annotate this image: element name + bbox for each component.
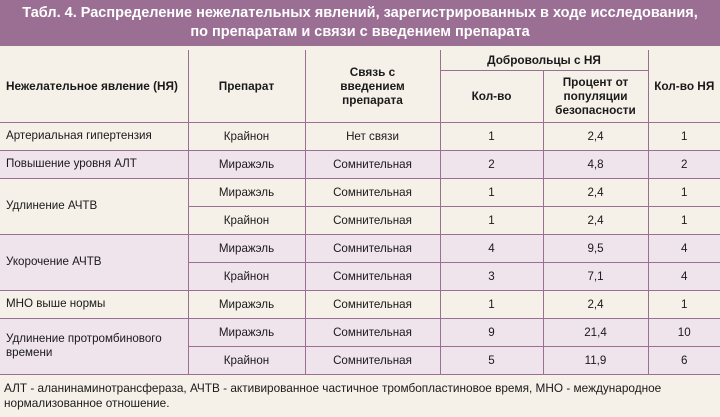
row-1-count: 1	[440, 122, 543, 150]
row-8-percent: 21,4	[543, 318, 648, 346]
header-percent: Процент от популяции безопасности	[543, 70, 648, 122]
row-8-relation: Сомнительная	[305, 318, 440, 346]
row-8-drug: Миражэль	[188, 318, 305, 346]
row-4-relation: Сомнительная	[305, 206, 440, 234]
header-events-count: Кол-во НЯ	[648, 50, 720, 122]
header-relation: Связь с введением препарата	[305, 50, 440, 122]
row-4-percent: 2,4	[543, 206, 648, 234]
row-2-events: 2	[648, 150, 720, 178]
header-event: Нежелательное явление (НЯ)	[0, 50, 188, 122]
row-2-percent: 4,8	[543, 150, 648, 178]
table-title	[0, 0, 720, 46]
table-footnote: АЛТ - аланинаминотрансфераза, АЧТВ - активированное частичное тромбопластиновое время, МНО - международное нормализованное отношение.	[4, 381, 662, 410]
row-9-percent: 11,9	[543, 346, 648, 374]
row-5-drug: Миражэль	[188, 234, 305, 262]
row-7-drug: Миражэль	[188, 290, 305, 318]
row-1-event: Артериальная гипертензия	[0, 122, 188, 150]
row-8-event: Удлинение протромбинового времени	[0, 318, 188, 374]
row-8-events: 10	[648, 318, 720, 346]
row-6-events: 4	[648, 262, 720, 290]
table-title-line-2: по препаратам и связи с введением препарата	[190, 24, 530, 40]
row-2-drug: Миражэль	[188, 150, 305, 178]
row-5-events: 4	[648, 234, 720, 262]
row-7-event: МНО выше нормы	[0, 290, 188, 318]
row-9-relation: Сомнительная	[305, 346, 440, 374]
header-volunteers: Добровольцы с НЯ	[440, 50, 648, 70]
table-title-line-1: Табл. 4. Распределение нежелательных явлений, зарегистрированных в ходе исследования,	[22, 5, 698, 21]
row-7-count: 1	[440, 290, 543, 318]
row-2-event: Повышение уровня АЛТ	[0, 150, 188, 178]
row-7-percent: 2,4	[543, 290, 648, 318]
row-9-count: 5	[440, 346, 543, 374]
row-6-percent: 7,1	[543, 262, 648, 290]
row-9-drug: Крайнон	[188, 346, 305, 374]
row-3-events: 1	[648, 178, 720, 206]
row-6-drug: Крайнон	[188, 262, 305, 290]
row-4-count: 1	[440, 206, 543, 234]
row-6-count: 3	[440, 262, 543, 290]
row-9-events: 6	[648, 346, 720, 374]
adverse-events-table	[0, 50, 720, 375]
row-3-event: Удлинение АЧТВ	[0, 178, 188, 234]
row-3-count: 1	[440, 178, 543, 206]
header-drug: Препарат	[188, 50, 305, 122]
row-1-relation: Нет связи	[305, 122, 440, 150]
row-5-percent: 9,5	[543, 234, 648, 262]
row-1-events: 1	[648, 122, 720, 150]
row-5-count: 4	[440, 234, 543, 262]
row-3-relation: Сомнительная	[305, 178, 440, 206]
row-1-drug: Крайнон	[188, 122, 305, 150]
row-3-drug: Миражэль	[188, 178, 305, 206]
row-8-count: 9	[440, 318, 543, 346]
row-6-relation: Сомнительная	[305, 262, 440, 290]
row-1-percent: 2,4	[543, 122, 648, 150]
row-5-event: Укорочение АЧТВ	[0, 234, 188, 290]
row-7-events: 1	[648, 290, 720, 318]
row-2-relation: Сомнительная	[305, 150, 440, 178]
row-4-drug: Крайнон	[188, 206, 305, 234]
row-4-events: 1	[648, 206, 720, 234]
row-7-relation: Сомнительная	[305, 290, 440, 318]
header-count: Кол-во	[440, 70, 543, 122]
row-2-count: 2	[440, 150, 543, 178]
row-5-relation: Сомнительная	[305, 234, 440, 262]
row-3-percent: 2,4	[543, 178, 648, 206]
